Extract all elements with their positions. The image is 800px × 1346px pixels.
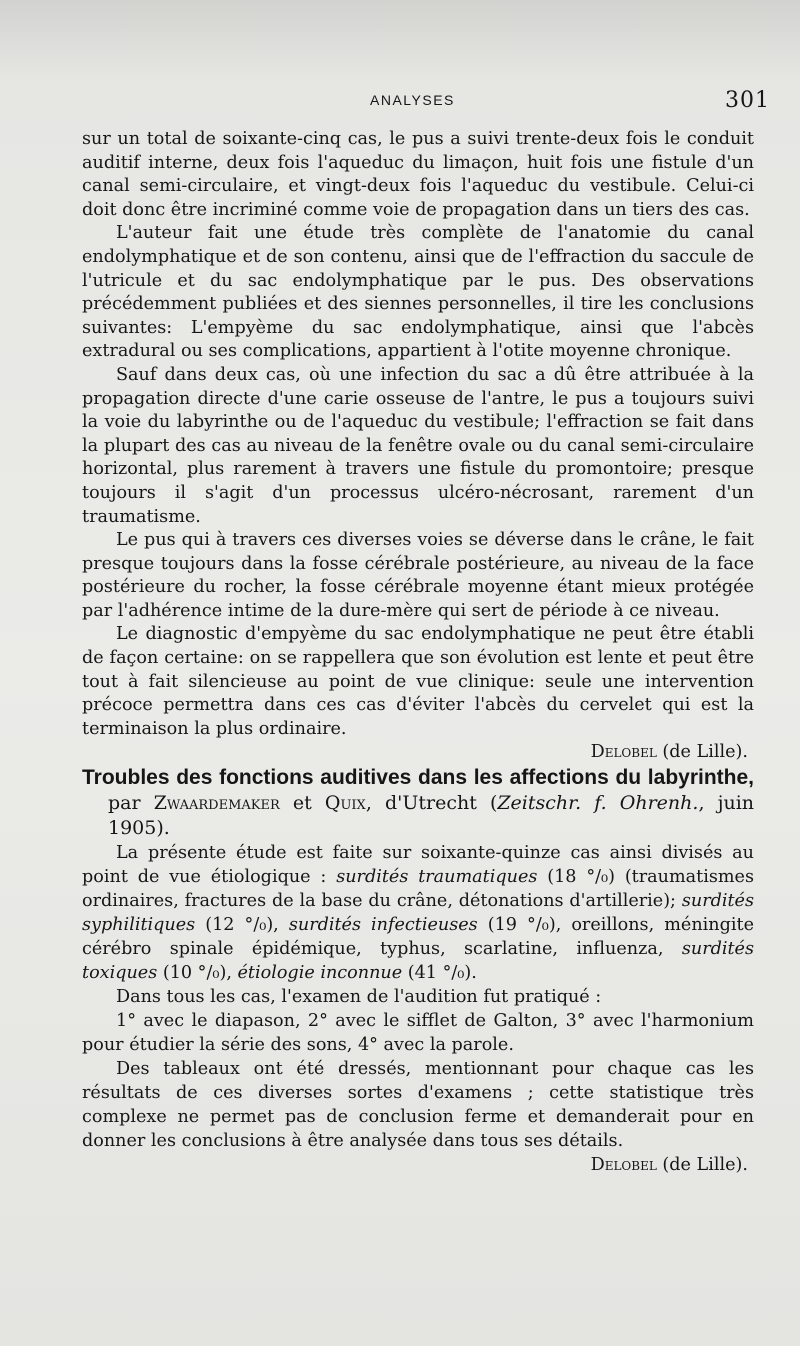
paragraph xyxy=(82,841,754,985)
text-run: (41 °/₀). xyxy=(402,963,477,984)
category-term: étiologie inconnue xyxy=(237,963,403,984)
author-name: Quix xyxy=(324,792,366,815)
category-term: surdités infectieuses xyxy=(288,915,478,936)
author-city: , d'Utrecht ( xyxy=(365,792,498,815)
journal-name: Zeitschr. f. Ohrenh. xyxy=(497,792,699,815)
category-term: surdités traumatiques xyxy=(336,867,538,888)
category-term: surdités toxiques xyxy=(82,939,754,984)
by-word: par xyxy=(108,792,141,815)
page-body xyxy=(82,128,754,1177)
text-run: (18 °/₀) (traumatismes ordinaires, fractures de la base du crâne, détonations d'artillerie); xyxy=(82,867,755,912)
signature-place: (de Lille). xyxy=(662,1155,748,1176)
paragraph: sur un total de soixante-cinq cas, le pus a suivi trente-deux fois le conduit auditif interne, deux fois l'aqueduc du limaçon, huit fois une fistule d'un canal semi-circulaire, et vingt-deux fois l'aqueduc du vestibule. Celui-ci doit donc être incriminé comme voie de propagation dans un tiers des cas. xyxy=(82,129,754,220)
paragraph: 1° avec le diapason, 2° avec le sifflet de Galton, 3° avec l'harmonium pour étudier la série des sons, 4° avec la parole. xyxy=(82,1011,754,1056)
publication-date: , juin 1905). xyxy=(108,792,755,840)
signature-name: Delobel xyxy=(590,742,657,763)
signature-place: (de Lille). xyxy=(662,742,748,763)
and-word: et xyxy=(292,792,312,815)
signature xyxy=(82,1153,754,1177)
page-number: 301 xyxy=(725,88,770,113)
paragraph: Sauf dans deux cas, où une infection du sac a dû être attribuée à la propagation directe d'une carie osseuse de l'antre, le pus a toujours suivi la voie du labyrinthe ou de l'aqueduc du vestibule; l'effraction se fait dans la plupart des cas au niveau de la fenêtre ovale ou du canal semi-circulaire horizontal, plus rarement à travers une fistule du promontoire; presque toujours il s'agit d'un processus ulcéro-nécrosant, rarement d'un traumatisme. xyxy=(82,364,754,527)
text-run: (12 °/₀), xyxy=(195,915,289,936)
signature xyxy=(82,741,754,765)
paragraph: Le pus qui à travers ces diverses voies se déverse dans le crâne, le fait presque toujours dans la fosse cérébrale postérieure, au niveau de la face postérieure du rocher, la fosse cérébrale moyenne étant mieux protégée par l'adhérence intime de la dure-mère qui sert de période à ce niveau. xyxy=(82,530,754,621)
text-run: La présente étude est faite sur soixante-quinze cas ainsi divisés au point de vue étiologique : xyxy=(82,843,754,888)
paragraph: Dans tous les cas, l'examen de l'audition fut pratiqué : xyxy=(116,987,602,1008)
page-header xyxy=(80,88,770,118)
author-name: Zwaardemaker xyxy=(153,792,280,815)
article-title-text: Troubles des fonctions auditives dans les affections du labyrinthe, xyxy=(82,766,754,790)
paragraph: Le diagnostic d'empyème du sac endolymphatique ne peut être établi de façon certaine: on se rappellera que son évolution est lente et peut être tout à fait silencieuse au point de vue clinique: seule une intervention précoce permettra dans ces cas d'éviter l'abcès du cervelet qui est la terminaison la plus ordinaire. xyxy=(82,624,754,739)
running-head: ANALYSES xyxy=(370,92,455,108)
text-run: (19 °/₀), oreillons, méningite cérébro spinale épidémique, typhus, scarlatine, influenza, xyxy=(82,915,754,960)
paragraph: Des tableaux ont été dressés, mentionnant pour chaque cas les résultats de ces diverses sortes d'examens ; cette statistique très complexe ne permet pas de conclusion ferme et demanderait pour en donner les conclusions à être analysée dans tous ses détails. xyxy=(82,1059,754,1152)
text-run: (10 °/₀), xyxy=(157,963,238,984)
signature-name: Delobel xyxy=(590,1155,657,1176)
article-title xyxy=(82,765,754,841)
paragraph: L'auteur fait une étude très complète de l'anatomie du canal endolymphatique et de son contenu, ainsi que de l'effraction du saccule de l'utricule et du sac endolymphatique par le pus. Des observations précédemment publiées et des siennes personnelles, il tire les conclusions suivantes: L'empyème du sac endolymphatique, ainsi que l'abcès extradural ou ses complications, appartient à l'otite moyenne chronique. xyxy=(82,223,754,362)
category-term: surdités syphilitiques xyxy=(82,891,754,936)
article-body xyxy=(82,841,754,1177)
